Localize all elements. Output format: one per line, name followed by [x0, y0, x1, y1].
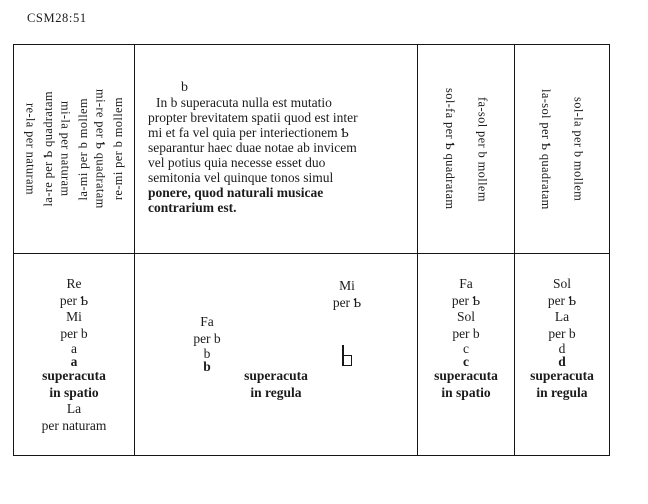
note-letter: a [71, 341, 77, 356]
cell-note-paragraph [135, 45, 418, 254]
detail-line: in regula [250, 384, 302, 400]
mi-group [315, 278, 379, 370]
mutation-label: la-mi per b mollem [75, 97, 90, 201]
cell-sol-fa-mutations [418, 45, 515, 254]
detail-line: Fa [200, 314, 214, 329]
note-letter: c [463, 354, 469, 369]
note-letter: a [70, 354, 78, 369]
mutation-label: la-re per Ƅ quadratam [40, 91, 55, 207]
note-letter: d [558, 354, 566, 369]
cell-la-sol-mutations [515, 45, 609, 254]
b-symbol: b [181, 80, 188, 95]
note-line: propter brevitatem spatii quod est inter [148, 110, 358, 125]
page-label: CSM28:51 [27, 11, 87, 25]
detail-line: Re [66, 276, 82, 291]
detail-line: per b [60, 325, 88, 341]
note-letter: b [203, 359, 211, 374]
detail-line: superacuta [244, 368, 308, 383]
cell-fa-mi-detail [135, 254, 418, 455]
detail-line: per Ƅ [59, 292, 89, 308]
detail-line: in spatio [49, 384, 99, 400]
mutation-label: fa-sol per b mollem [475, 96, 490, 202]
detail-line: La [66, 401, 82, 416]
detail-line: per Ƅ [451, 292, 481, 308]
mutation-label: la-sol per Ƅ quadratam [539, 88, 554, 210]
cell-re-la-mutations [14, 45, 135, 254]
detail-line: per b [193, 330, 221, 346]
detail-line: per Ƅ [547, 292, 577, 308]
note-line: semitonia vel quinque tonos simul [148, 170, 334, 185]
cell-fa-sol-detail [418, 254, 515, 455]
detail-line: Mi [339, 278, 355, 293]
detail-line: Sol [552, 276, 571, 291]
note-line: mi et fa vel quia per interiectionem Ƅ [148, 125, 349, 140]
detail-line: per b [452, 325, 480, 341]
cell-sol-la-detail [515, 254, 609, 455]
mutation-table [13, 44, 610, 456]
detail-line: superacuta [42, 368, 106, 383]
mutation-label: mi-la per naturam [58, 101, 73, 197]
mutation-label: mi-re per Ƅ quadratam [93, 89, 108, 209]
detail-line: in spatio [441, 384, 491, 400]
note-line: vel potius quia necesse esset duo [148, 155, 326, 170]
detail-line: in regula [536, 384, 588, 400]
note-line: contrarium est. [148, 200, 237, 215]
detail-line: per naturam [41, 417, 107, 433]
cell-re-mi-detail [14, 254, 135, 455]
note-line: separantur haec duae notae ab invicem [148, 140, 357, 155]
mutation-label: sol-fa per Ƅ quadratam [442, 88, 457, 210]
detail-line: Fa [459, 276, 473, 291]
footer-group [135, 368, 417, 401]
detail-line: per Ƅ [332, 294, 362, 310]
detail-line: La [554, 309, 570, 324]
note-line: ponere, quod naturali musicae [148, 185, 324, 200]
note-letter: c [463, 341, 469, 356]
note-letter: d [558, 341, 566, 356]
detail-line: superacuta [434, 368, 498, 383]
detail-line: Mi [66, 309, 82, 324]
mutation-label: sol-la per b mollem [571, 96, 586, 202]
note-letter: b [203, 346, 211, 361]
detail-line: superacuta [530, 368, 594, 383]
b-quadratum-glyph [342, 345, 352, 366]
note-line: In b superacuta nulla est mutatio [156, 95, 332, 110]
fa-group [175, 314, 239, 373]
mutation-label: re-la per naturam [23, 102, 38, 195]
mutation-label: re-mi per b mollem [110, 97, 125, 201]
detail-line: Sol [456, 309, 475, 324]
detail-line: per b [548, 325, 576, 341]
